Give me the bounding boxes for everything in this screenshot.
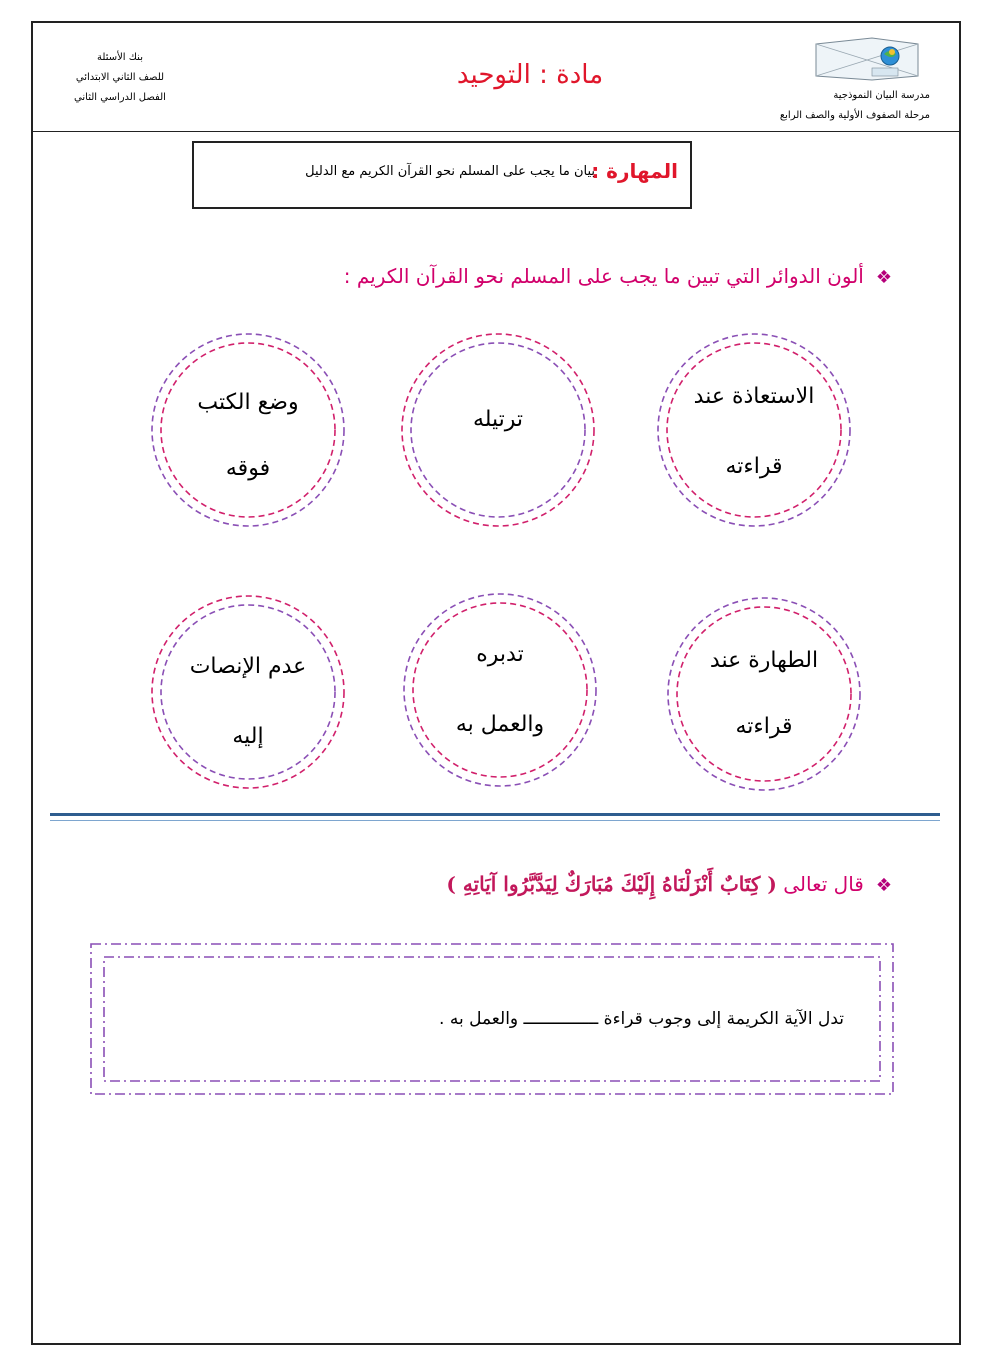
school-name: مدرسة البيان النموذجية	[833, 90, 930, 101]
circle-text-line-2: قراءته	[725, 454, 783, 479]
header-left-line-1: بنك الأسئلة	[97, 52, 143, 63]
circle-text-line-2: إليه	[232, 724, 264, 749]
skill-label: المهارة :	[591, 159, 678, 183]
circle-text-line-2: فوقه	[225, 456, 271, 481]
circle-text-line-1: وضع الكتب	[197, 390, 299, 415]
circle-option-not-listening[interactable]	[150, 594, 346, 790]
verse-intro: قال تعالى	[783, 872, 864, 896]
circle-option-recitation[interactable]	[400, 332, 596, 528]
circle-option-reflection[interactable]	[402, 592, 598, 788]
page-title: مادة : التوحيد	[456, 60, 604, 90]
answer-box	[90, 943, 894, 1095]
circle-text-line-1: تدبره	[476, 642, 524, 667]
question-bank-info	[55, 48, 185, 108]
verse-heading	[446, 872, 892, 896]
circle-text-line-2: والعمل به	[455, 712, 545, 737]
diamond-bullet-icon: ❖	[875, 875, 892, 896]
circle-option-purity[interactable]	[666, 596, 862, 792]
circle-text-line-1: عدم الإنصات	[189, 654, 307, 679]
header-divider	[33, 131, 959, 132]
skill-box	[192, 141, 692, 209]
sentence-part-2: والعمل به .	[439, 1009, 519, 1029]
header-left-line-2: للصف الثاني الابتدائي	[75, 72, 165, 83]
diamond-bullet-icon: ❖	[875, 267, 892, 288]
section-divider	[50, 813, 940, 816]
circle-text-line-1: الاستعاذة عند	[693, 384, 815, 409]
school-stage: مرحلة الصفوف الأولية والصف الرابع	[779, 110, 930, 121]
school-logo	[812, 36, 922, 84]
answer-blank[interactable]: ـــــــــــــــ	[523, 1009, 599, 1029]
quran-verse: ( كِتَابٌ أَنْزَلْنَاهُ إِلَيْكَ مُبَارَكٌ لِيَدَّبَّرُوا آيَاتِهِ )	[446, 872, 777, 896]
school-info	[740, 86, 930, 126]
circle-text-line-1: الطهارة عند	[709, 648, 819, 673]
skill-text: بيان ما يجب على المسلم نحو القرآن الكريم مع الدليل	[305, 164, 595, 179]
header-left-line-3: الفصل الدراسي الثاني	[74, 92, 166, 103]
fill-in-sentence	[439, 1009, 844, 1029]
sentence-part-1: تدل الآية الكريمة إلى وجوب قراءة	[603, 1009, 844, 1029]
circle-option-seek-refuge[interactable]	[656, 332, 852, 528]
circle-option-books-on-top[interactable]	[150, 332, 346, 528]
section-divider-thin	[50, 820, 940, 821]
question-heading	[344, 264, 892, 288]
question-text: ألون الدوائر التي تبين ما يجب على المسلم نحو القرآن الكريم :	[343, 264, 864, 288]
circle-text-line-2: قراءته	[735, 714, 793, 739]
circle-text-line-2: ترتيله	[472, 407, 524, 432]
